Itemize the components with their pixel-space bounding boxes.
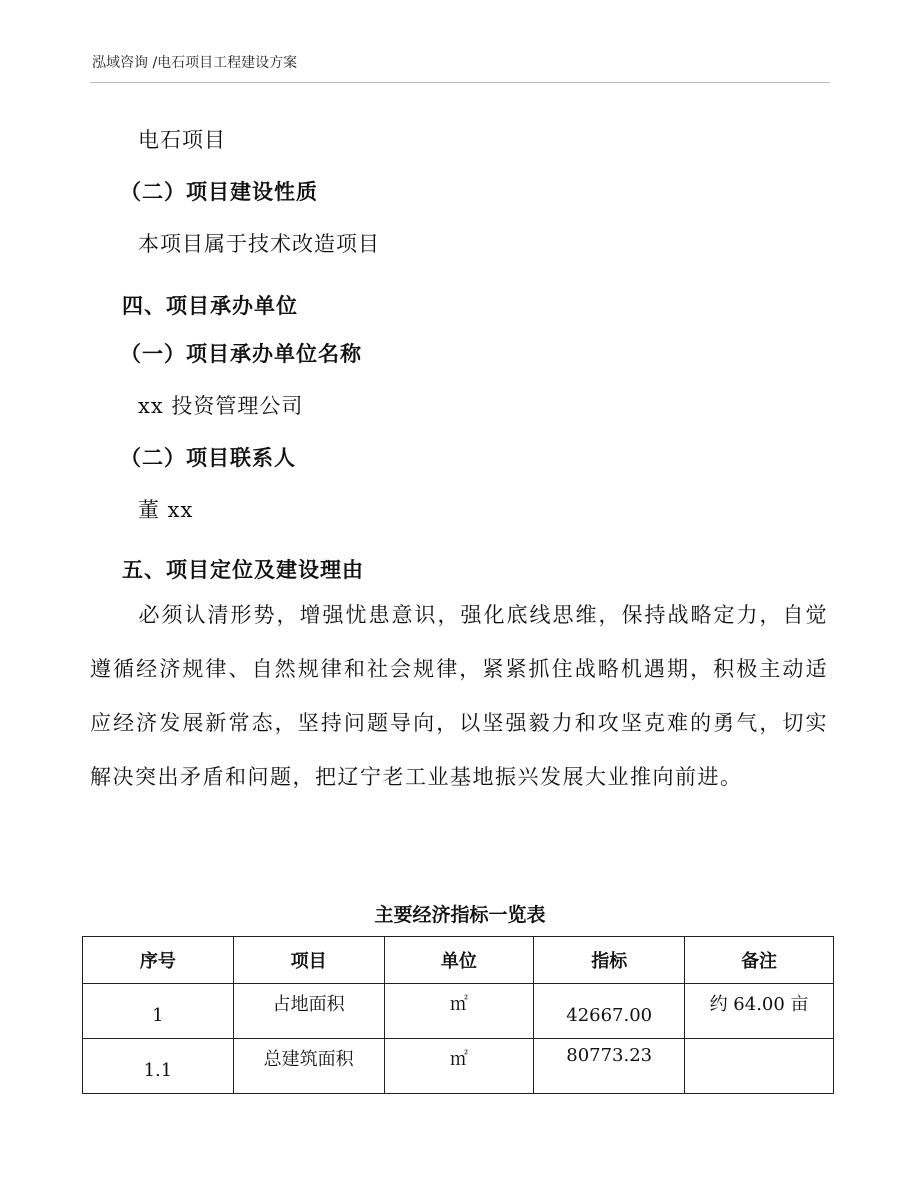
table-header-row <box>83 937 834 984</box>
section-heading-unit-name: （一）项目承办单位名称 <box>120 342 362 366</box>
table-cell: 80773.23 <box>534 1039 685 1094</box>
table-cell: 42667.00 <box>534 984 685 1039</box>
table-row <box>83 984 834 1039</box>
section-heading-positioning: 五、项目定位及建设理由 <box>122 558 364 582</box>
table-cell: 1 <box>83 984 234 1039</box>
header-divider <box>90 82 830 83</box>
table-cell <box>685 1039 834 1094</box>
column-header: 指标 <box>534 937 685 984</box>
table-row <box>83 1039 834 1094</box>
section-heading-undertaking-unit: 四、项目承办单位 <box>122 294 298 318</box>
column-header: 单位 <box>384 937 534 984</box>
table-cell: 约 64.00 亩 <box>685 984 834 1039</box>
section-heading-project-nature: （二）项目建设性质 <box>120 180 318 204</box>
positioning-paragraph-text: 必须认清形势，增强忧患意识，强化底线思维，保持战略定力，自觉遵循经济规律、自然规律和社会规律，紧紧抓住战略机遇期，积极主动适应经济发展新常态，坚持问题导向，以坚强毅力和攻坚克难的勇气，切实解决突出矛盾和问题，把辽宁老工业基地振兴发展大业推向前进。 <box>90 603 828 789</box>
table-cell: ㎡ <box>384 1039 534 1094</box>
table-cell: 1.1 <box>83 1039 234 1094</box>
table-cell: 总建筑面积 <box>233 1039 384 1094</box>
contact-text: 董 xx <box>138 498 194 522</box>
project-nature-text: 本项目属于技术改造项目 <box>138 232 380 256</box>
table-cell: ㎡ <box>384 984 534 1039</box>
economic-indicators-table <box>82 936 834 1094</box>
column-header: 备注 <box>685 937 834 984</box>
section-heading-contact: （二）项目联系人 <box>120 446 296 470</box>
project-name: 电石项目 <box>138 128 226 152</box>
unit-name-text: xx 投资管理公司 <box>138 394 304 418</box>
page-header: 泓域咨询 /电石项目工程建设方案 <box>92 55 298 71</box>
table-title: 主要经济指标一览表 <box>374 904 546 926</box>
column-header: 序号 <box>83 937 234 984</box>
table-cell: 占地面积 <box>233 984 384 1039</box>
column-header: 项目 <box>233 937 384 984</box>
positioning-paragraph <box>90 588 828 804</box>
